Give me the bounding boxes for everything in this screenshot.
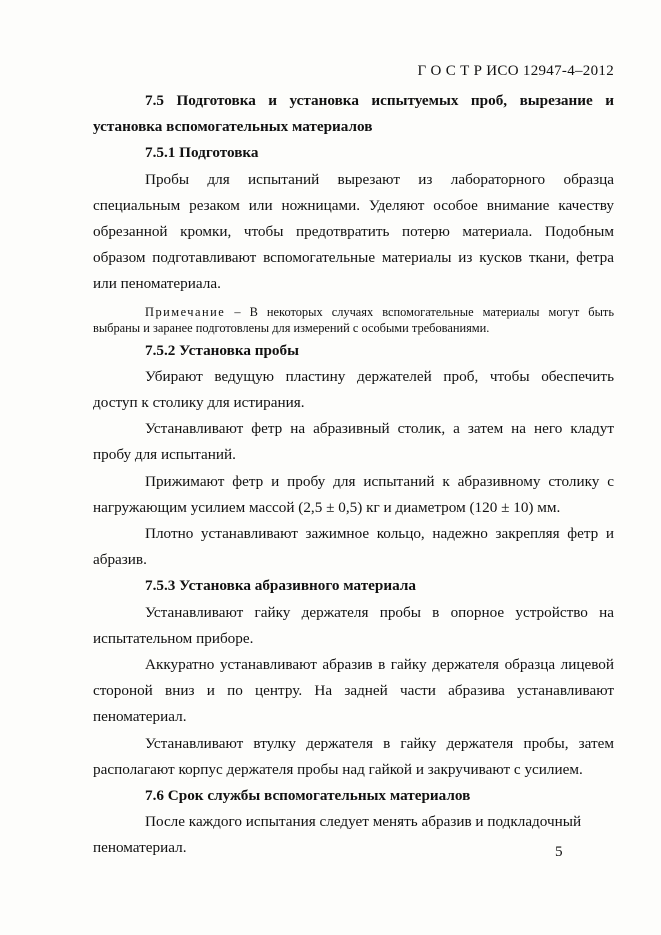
paragraph: Устанавливают втулку держателя в гайку держателя пробы, затем располагают корпус держателя пробы над гайкой и закручивают с усилием. <box>93 734 614 778</box>
paragraph: После каждого испытания следует менять абразив и подкладочный пеноматериал. <box>93 813 582 857</box>
section-7-5-2-title: 7.5.2 Установка пробы <box>145 341 299 359</box>
paragraph: Устанавливают гайку держателя пробы в опорное устройство на испытательном приборе. <box>93 603 614 647</box>
page-number: 5 <box>555 843 563 860</box>
document-header: Г О С Т Р ИСО 12947-4–2012 <box>417 63 614 79</box>
section-7-5-3-title: 7.5.3 Установка абразивного материала <box>145 577 416 595</box>
section-7-5-title: 7.5 Подготовка и установка испытуемых проб, вырезание и установка вспомогательных материалов <box>93 92 614 136</box>
note-text: – В некоторых случаях вспомогательные материалы могут быть выбраны и заранее подготовлены для измерений с особыми требованиями. <box>93 304 614 335</box>
section-7-6-title: 7.6 Срок службы вспомогательных материалов <box>145 787 471 805</box>
note-label: Примечание <box>145 304 226 319</box>
paragraph: Аккуратно устанавливают абразив в гайку держателя образца лицевой стороной вниз и по центру. На задней части абразива устанавливают пеноматериал. <box>93 656 614 726</box>
paragraph: Прижимают фетр и пробу для испытаний к абразивному столику с нагружающим усилием массой (2,5 ± 0,5) кг и диаметром (120 ± 10) мм. <box>93 472 614 516</box>
paragraph: Устанавливают фетр на абразивный столик, а затем на него кладут пробу для испытаний. <box>93 420 614 464</box>
paragraph: Пробы для испытаний вырезают из лабораторного образца специальным резаком или ножницами. Уделяют особое внимание качеству обрезанной кромки, чтобы предотвратить потерю материала. Подобным образом подготавливают вспомогательные материалы из кусков ткани, фетра или пеноматериала. <box>93 170 614 293</box>
section-7-5-1-title: 7.5.1 Подготовка <box>145 144 259 162</box>
paragraph: Убирают ведущую пластину держателей проб, чтобы обеспечить доступ к столику для истирания. <box>93 367 614 412</box>
paragraph: Плотно устанавливают зажимное кольцо, надежно закрепляя фетр и абразив. <box>93 525 614 569</box>
note <box>93 304 614 336</box>
document-body <box>93 88 614 862</box>
